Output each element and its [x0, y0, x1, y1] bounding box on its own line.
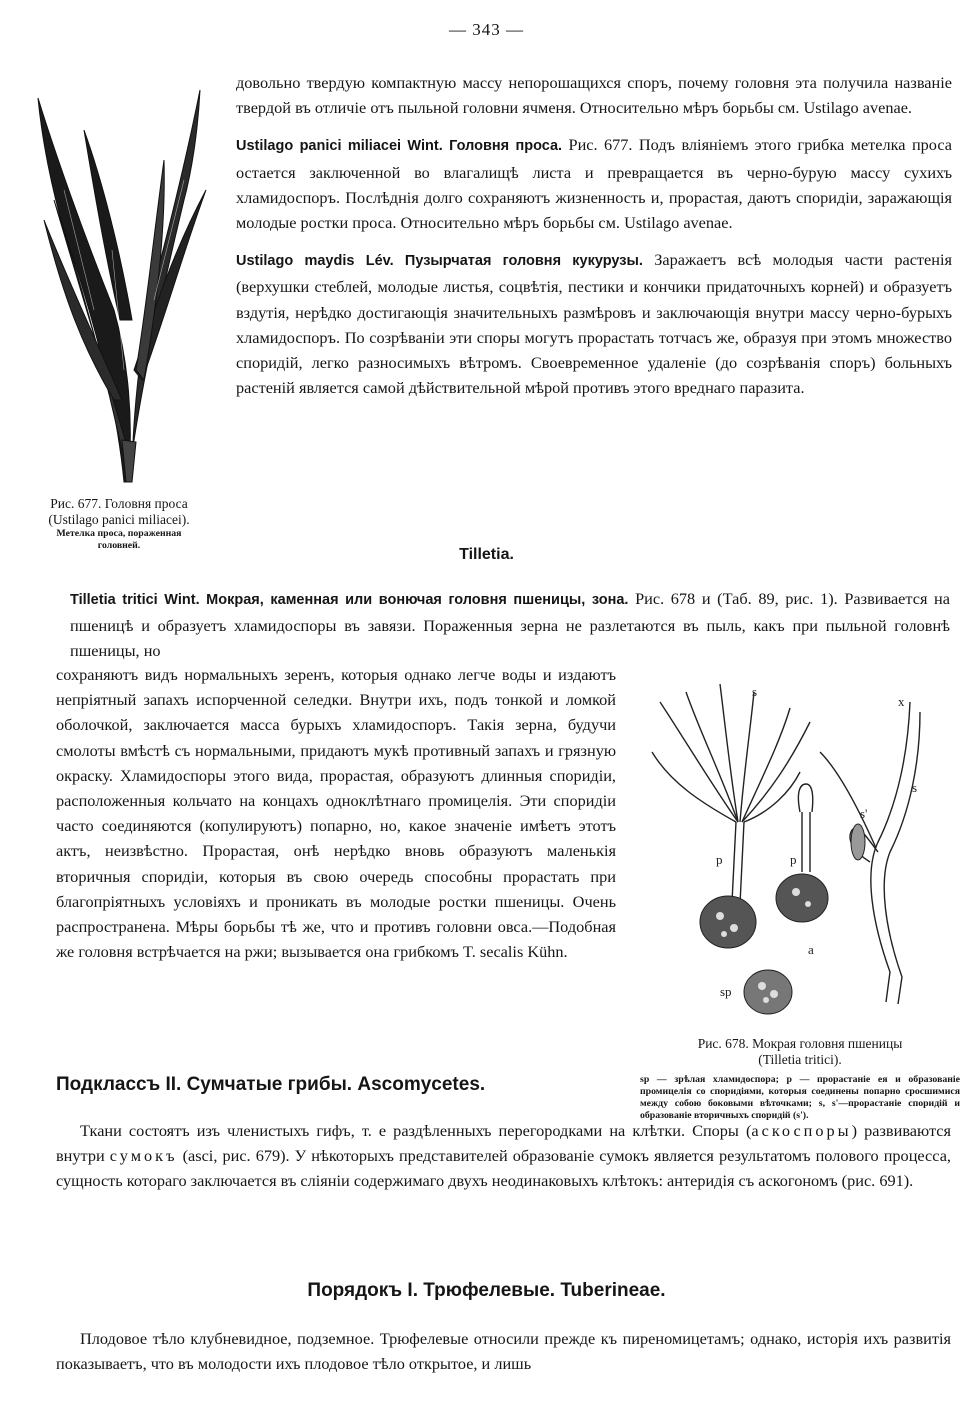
tilletia-species-name: Tilletia tritici Wint. Мокрая, каменная или вонючая головня пшеницы, зона.	[70, 592, 629, 608]
tilletia-intro	[70, 586, 950, 664]
label-a: a	[808, 942, 814, 957]
figure-678-caption	[640, 1036, 960, 1122]
tilletia-intro-text: Рис. 678 и (Таб. 89, рис. 1). Развивается на пшеницѣ и образуетъ хламидоспоры въ завязи. Пораженныя зерна не разлетаются въ пыль, какъ при пыльной головнѣ пшеницы, но	[70, 589, 950, 661]
ascospores-term: аскоспоры	[751, 1121, 852, 1140]
continuation-paragraph: довольно твердую компактную массу непорошащихся споръ, почему головня эта получила названіе твердой въ отличіе отъ пыльной головни ячменя. Относительно мѣръ борьбы см. Ustilago avenae.	[236, 73, 952, 118]
ascomycetes-paragraph	[56, 1118, 951, 1194]
figure-677-caption-note: головней.	[97, 540, 141, 551]
maydis-paragraph	[236, 247, 952, 400]
figure-678-caption-line: Рис. 678. Мокрая головня пшеницы	[697, 1036, 903, 1051]
ascomycetes-text: ) развиваются внутри	[56, 1121, 951, 1166]
panici-paragraph	[236, 132, 952, 235]
panici-species-name: Ustilago panici miliacei Wint. Головня проса.	[236, 138, 563, 155]
maydis-text: Заражаетъ всѣ молодыя части растенія (верхушки стеблей, молодые листья, соцвѣтія, пестики и кончики придаточныхъ корней) и образуетъ вздутія, нерѣдко достигающія значительныхъ размѣровъ и заключающія внутри массу черно-бурыхъ хламидоспоръ. По созрѣваніи эти споры могутъ прорастать тотчасъ же, образуя при этомъ множество споридій, легко разносимыхъ вѣтромъ. Своевременное удаленіе (до созрѣванія споръ) больныхъ растеній является самой дѣйствительной мѣрой противъ этого вреднаго паразита.	[236, 250, 952, 398]
figure-677-caption-note: Метелка проса, пораженная	[56, 528, 182, 539]
figure-678-caption-note: sp — зрѣлая хламидоспора; p — прорастаніе ея и образованіе промицелія со споридіями, которыя соединены попарно сросшимися между собою боковыми вѣточками; s, s'—прорастаніе споридій и образованіе вторичныхъ споридій (s').	[640, 1074, 960, 1121]
maydis-species-name: Ustilago maydis Lév. Пузырчатая головня кукурузы.	[236, 253, 643, 270]
panici-text: Рис. 677. Подъ вліяніемъ этого грибка метелка проса остается заключенной во влагалищѣ листа и превращается въ черно-бурую массу сухихъ хламидоспоръ. Послѣднія долго сохраняютъ жизненность и, прорастая, даютъ споридіи, заражающія молодые ростки проса. Относительно мѣръ борьбы см. Ustilago avenae.	[236, 135, 952, 233]
sumok-term: сумокъ	[109, 1146, 178, 1166]
millet-panicle-illustration	[24, 70, 224, 490]
page-number: — 343 —	[449, 20, 524, 39]
ascomycetes-text: Ткани состоятъ изъ членистыхъ гифъ, т. е раздѣленныхъ перегородками на клѣтки. Споры (	[80, 1121, 752, 1140]
label-p-middle: p	[790, 852, 797, 867]
label-x: x	[898, 694, 905, 709]
label-s: s	[752, 684, 758, 699]
tilletia-section-title: Tilletia.	[459, 546, 514, 563]
ascomycetes-text: (asci, рис. 679). У нѣкоторыхъ представителей образованіе сумокъ является результатомъ полового процесса, сущность котораго заключается въ сліяніи содержимаго двухъ неодинаковыхъ клѣтокъ: антеридія съ аскогономъ (рис. 691).	[56, 1146, 951, 1191]
tilletia-spores-illustration	[640, 672, 960, 1032]
top-text-block	[236, 70, 952, 400]
figure-678-caption-line: (Tilletia tritici).	[758, 1052, 842, 1067]
figure-677	[24, 70, 224, 490]
figure-677-caption	[14, 496, 224, 552]
label-p-left: p	[716, 852, 723, 867]
label-s-right: s	[912, 780, 918, 795]
ascomycetes-heading: Подклассъ II. Сумчатые грибы. Ascomycetes.	[56, 1074, 486, 1095]
label-s-prime: s'	[860, 806, 868, 821]
tilletia-body: сохраняютъ видъ нормальныхъ зеренъ, которыя однако легче воды и издаютъ непріятный запахъ испорченной селедки. Внутри ихъ, подъ тонкой и ломкой оболочкой, заключается масса бурыхъ хламидоспоръ. Такія зерна, будучи смолоты вмѣстѣ съ нормальными, придаютъ мукѣ противный запахъ и грязную окраску. Хламидоспоры этого вида, прорастая, образуютъ длинныя споридіи, расположенныя кольчато на концахъ одноклѣтнаго промицелія. Эти споридіи часто соединяются (копулируютъ) попарно, но, какое значеніе имѣетъ этотъ актъ, неизвѣстно. Прорастая, онѣ нерѣдко вновь образуютъ маленькія вторичныя споридіи, которыя въ свою очередь способны прорастать при благопріятныхъ условіяхъ и проникать въ молодые ростки пшеницы. Очень распространена. Мѣры борьбы тѣ же, что и противъ головни овса.—Подобная же головня встрѣчается на ржи; вызывается она грибкомъ T. secalis Kühn.	[56, 665, 616, 962]
label-sp: sp	[720, 984, 732, 999]
figure-678	[640, 672, 960, 1032]
tuberineae-paragraph: Плодовое тѣло клубневидное, подземное. Трюфелевые относили прежде къ пиреномицетамъ; однако, исторія ихъ развитія показываетъ, что въ молодости ихъ плодовое тѣло открытое, и лишь	[56, 1329, 951, 1374]
tuberineae-heading: Порядокъ I. Трюфелевые. Tuberineae.	[307, 1280, 666, 1301]
figure-677-caption-line: Рис. 677. Головня проса	[50, 496, 188, 511]
figure-677-caption-line: (Ustilago panici miliacei).	[48, 512, 190, 527]
